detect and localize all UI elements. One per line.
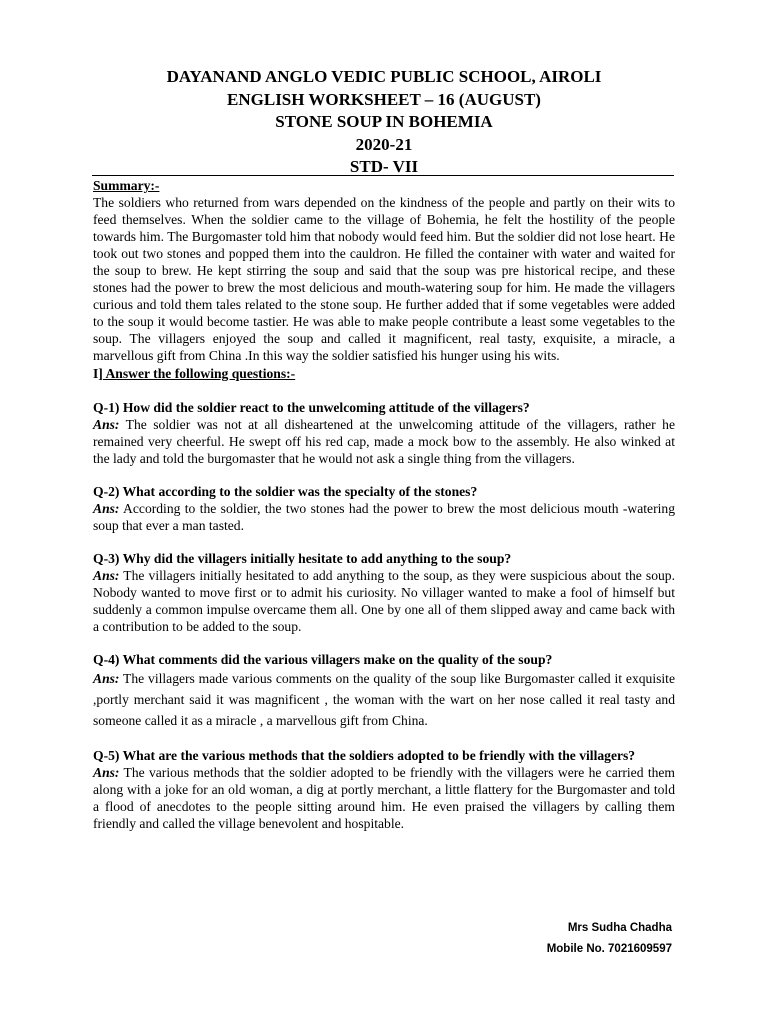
- answer-2: [93, 500, 675, 534]
- header-divider: [92, 175, 674, 176]
- section-heading: [93, 365, 675, 382]
- summary-text: The soldiers who returned from wars depended on the kindness of the people and partly on their wits to feed themselves. When the soldier came to the village of Bohemia, he felt the hostility of the people towards him. The Burgomaster told him that nobody would feed him. But the soldier did not lose heart. He took out two stones and popped them into the cauldron. He filled the container with water and waited for the soup to brew. He kept stirring the soup and said that the soup was pre historical recipe, and these stones had the power to brew the most delicious and mouth-watering soup for him. He made the villagers curious and told them tales related to the stone soup. He further added that if some vegetables were added to the soup it would become tastier. He was able to make people contribute a least some vegetables to the soup. The villagers enjoyed the soup and called it magnificent, real tasty, exquisite, a miracle, a marvellous gift from China .In this way the soldier satisfied his hunger using his wits.: [93, 195, 675, 363]
- worksheet-body: [93, 177, 675, 832]
- teacher-signature: [547, 918, 672, 960]
- question-1: Q-1) How did the soldier react to the unwelcoming attitude of the villagers?: [93, 400, 530, 415]
- standard-label: STD- VII: [349, 157, 419, 176]
- answer-5: [93, 764, 675, 832]
- answer-label: Ans:: [93, 568, 120, 583]
- answer-text: According to the soldier, the two stones had the power to brew the most delicious mouth -watering soup that ever a man tasted.: [93, 501, 675, 533]
- answer-4: [93, 668, 675, 731]
- section-number: I]: [93, 366, 103, 381]
- teacher-name: Mrs Sudha Chadha: [567, 922, 672, 934]
- school-name: DAYANAND ANGLO VEDIC PUBLIC SCHOOL, AIROLI: [166, 67, 602, 86]
- academic-year: 2020-21: [355, 134, 413, 154]
- answer-label: Ans:: [93, 671, 120, 686]
- teacher-mobile: Mobile No. 7021609597: [546, 943, 672, 955]
- document-header: [0, 66, 768, 179]
- answer-label: Ans:: [93, 417, 120, 432]
- answer-3: [93, 567, 675, 635]
- answer-text: The various methods that the soldier adopted to be friendly with the villagers were he carried them along with a joke for an old woman, a dig at portly merchant, a little flattery for the Burgomaster and told a flood of anecdotes to the people sitting around him. He even praised the villagers by calling them friendly and called the village benevolent and hospitable.: [93, 765, 675, 831]
- question-5: Q-5) What are the various methods that the soldiers adopted to be friendly with the villagers?: [93, 748, 636, 763]
- question-2: Q-2) What according to the soldier was the specialty of the stones?: [93, 484, 478, 499]
- answer-text: The soldier was not at all disheartened at the unwelcoming attitude of the villagers, rather he remained very cheerful. He swept off his red cap, made a mock bow to the assembly. He also winked at the lady and told the burgomaster that he would not ask a single thing from the villagers.: [93, 417, 675, 466]
- question-3: Q-3) Why did the villagers initially hesitate to add anything to the soup?: [93, 551, 512, 566]
- answer-text: The villagers initially hesitated to add anything to the soup, as they were suspicious about the soup. Nobody wanted to move first or to admit his curiosity. No villager wanted to make a fool of himself but suddenly a common impulse overcame them all. One by one all of them slipped away and came back with a contribution to be added to the soup.: [93, 568, 675, 634]
- answer-text: The villagers made various comments on the quality of the soup like Burgomaster called it exquisite ,portly merchant said it was magnificent , the woman with the wart on her nose called it real tasty and someone called it as a miracle , a marvellous gift from China.: [93, 671, 675, 728]
- answer-label: Ans:: [93, 765, 120, 780]
- worksheet-title: ENGLISH WORKSHEET – 16 (AUGUST): [227, 89, 541, 109]
- section-title: Answer the following questions:-: [102, 366, 296, 381]
- question-4: Q-4) What comments did the various villagers make on the quality of the soup?: [93, 652, 553, 667]
- answer-label: Ans:: [93, 501, 120, 516]
- answer-1: [93, 416, 675, 467]
- summary-heading: Summary:-: [93, 178, 160, 193]
- chapter-title: STONE SOUP IN BOHEMIA: [275, 112, 493, 131]
